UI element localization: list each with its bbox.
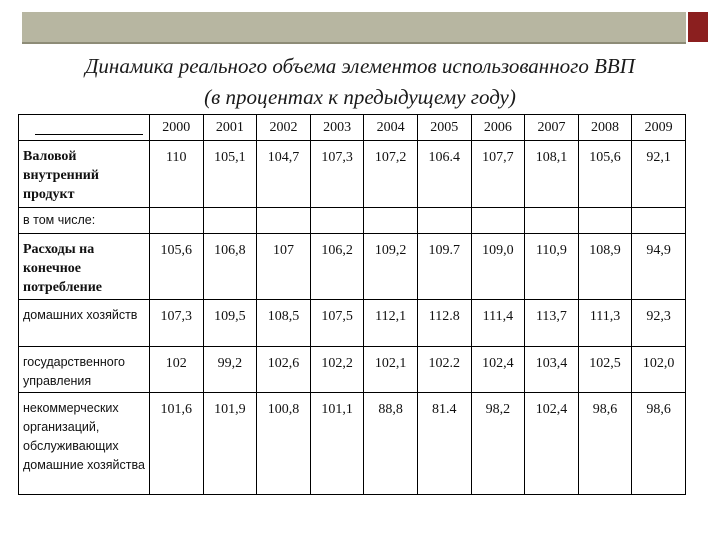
header-bar xyxy=(22,12,686,44)
table-row xyxy=(19,208,686,234)
table-cell: 109.7 xyxy=(417,234,471,300)
accent-block xyxy=(688,12,708,42)
table-cell: 98,6 xyxy=(632,393,686,495)
table-cell: 109,5 xyxy=(203,300,257,347)
table-cell: 100,8 xyxy=(257,393,311,495)
table-row xyxy=(19,300,686,347)
table-cell: 102,2 xyxy=(310,347,364,393)
table-cell: 112.8 xyxy=(417,300,471,347)
header-row xyxy=(19,115,686,141)
table-cell: 107,2 xyxy=(364,141,418,208)
table-cell: 112,1 xyxy=(364,300,418,347)
page-subtitle: (в процентах к предыдущему году) xyxy=(204,85,516,109)
year-header: 2002 xyxy=(257,115,311,141)
year-header: 2003 xyxy=(310,115,364,141)
year-header: 2001 xyxy=(203,115,257,141)
table-cell: 98,6 xyxy=(578,393,632,495)
table-cell: 102,4 xyxy=(471,347,525,393)
table-cell: 98,2 xyxy=(471,393,525,495)
table-cell: 101,9 xyxy=(203,393,257,495)
table-cell: 102 xyxy=(150,347,204,393)
table-row xyxy=(19,234,686,300)
table-cell: 111,3 xyxy=(578,300,632,347)
table-cell: 94,9 xyxy=(632,234,686,300)
table-cell: 92,3 xyxy=(632,300,686,347)
table-cell: 111,4 xyxy=(471,300,525,347)
table-cell: 102.2 xyxy=(417,347,471,393)
corner-cell xyxy=(19,115,150,141)
year-header: 2008 xyxy=(578,115,632,141)
table-cell: 102,6 xyxy=(257,347,311,393)
table-cell: 105,6 xyxy=(150,234,204,300)
table-cell: 101,6 xyxy=(150,393,204,495)
gdp-table xyxy=(18,114,686,495)
year-header: 2005 xyxy=(417,115,471,141)
table-cell: 107,3 xyxy=(150,300,204,347)
table-cell: 107 xyxy=(257,234,311,300)
table-cell: 102,5 xyxy=(578,347,632,393)
table-cell: 102,1 xyxy=(364,347,418,393)
table-cell: 88,8 xyxy=(364,393,418,495)
table-row xyxy=(19,141,686,208)
year-header: 2007 xyxy=(525,115,579,141)
table-cell: 103,4 xyxy=(525,347,579,393)
table-cell: 109,2 xyxy=(364,234,418,300)
table-cell: 110 xyxy=(150,141,204,208)
table-cell: 104,7 xyxy=(257,141,311,208)
table-cell: 105,1 xyxy=(203,141,257,208)
row-label: некоммерческих организаций, обслуживающих домашние хозяйства xyxy=(19,393,150,495)
table-cell: 105,6 xyxy=(578,141,632,208)
year-header: 2004 xyxy=(364,115,418,141)
table-cell: 102,0 xyxy=(632,347,686,393)
row-label: домашних хозяйств xyxy=(19,300,150,347)
table-cell: 108,1 xyxy=(525,141,579,208)
table-cell: 106,2 xyxy=(310,234,364,300)
table-cell: 107,7 xyxy=(471,141,525,208)
row-label: государственного управления xyxy=(19,347,150,393)
table-row xyxy=(19,347,686,393)
row-label: в том числе: xyxy=(19,208,150,234)
table-cell: 102,4 xyxy=(525,393,579,495)
table-cell: 81.4 xyxy=(417,393,471,495)
table-cell: 106,8 xyxy=(203,234,257,300)
table-cell: 106.4 xyxy=(417,141,471,208)
table-cell: 92,1 xyxy=(632,141,686,208)
row-label: Валовой внутренний продукт xyxy=(19,141,150,208)
row-label: Расходы на конечное потребление xyxy=(19,234,150,300)
table-cell: 108,9 xyxy=(578,234,632,300)
table-cell: 109,0 xyxy=(471,234,525,300)
table-cell: 110,9 xyxy=(525,234,579,300)
year-header: 2006 xyxy=(471,115,525,141)
table-cell: 99,2 xyxy=(203,347,257,393)
page-title: Динамика реального объема элементов использованного ВВП xyxy=(85,54,635,78)
table-cell: 107,3 xyxy=(310,141,364,208)
table-cell: 108,5 xyxy=(257,300,311,347)
table-row xyxy=(19,393,686,495)
year-header: 2000 xyxy=(150,115,204,141)
year-header: 2009 xyxy=(632,115,686,141)
table-cell: 101,1 xyxy=(310,393,364,495)
table-cell: 113,7 xyxy=(525,300,579,347)
table-cell: 107,5 xyxy=(310,300,364,347)
